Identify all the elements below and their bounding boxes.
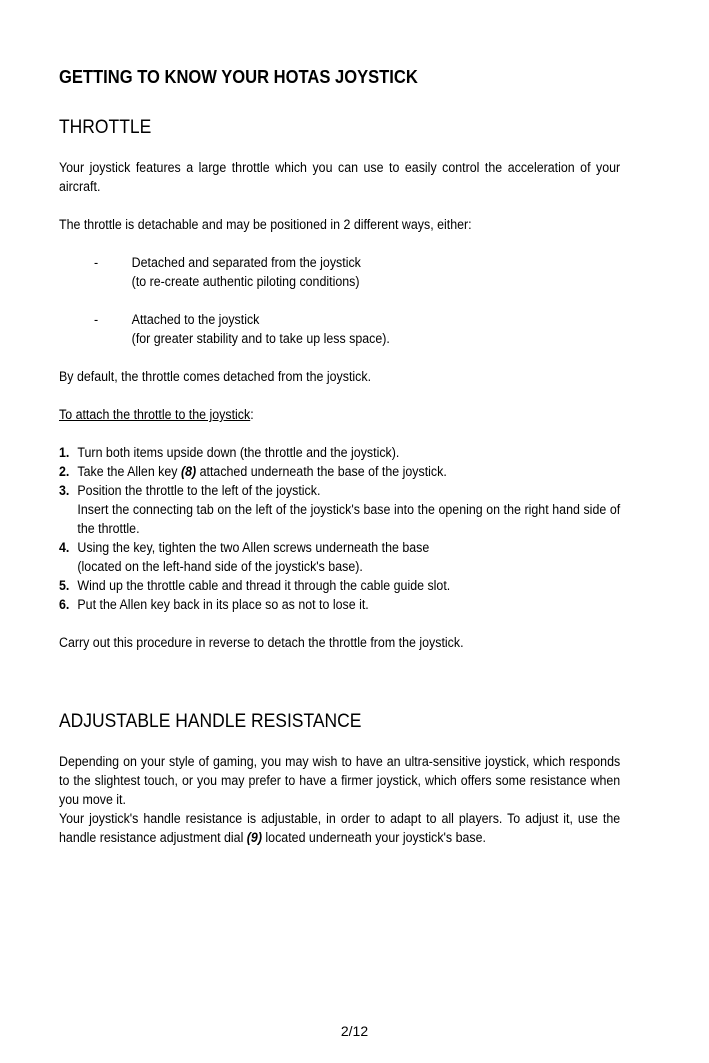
step-number: 6.: [59, 597, 70, 612]
throttle-heading: THROTTLE: [59, 117, 152, 138]
step-text: Turn both items upside down (the throttle and the joystick).: [77, 445, 400, 460]
attach-heading-text: To attach the throttle to the joystick: [59, 407, 251, 422]
list-item: [59, 576, 620, 595]
option-note: (for greater stability and to take up less space).: [131, 331, 390, 346]
step-line: Using the key, tighten the two Allen screws underneath the base: [77, 540, 430, 555]
resistance-paragraph-2: [59, 809, 620, 847]
document-content: [59, 66, 620, 847]
allen-key-ref: (8): [180, 464, 197, 479]
step-line: (located on the left-hand side of the joystick's base).: [77, 559, 363, 574]
step-line: Insert the connecting tab on the left of the joystick's base into the opening on the right hand side of the throttle.: [77, 502, 621, 536]
bullet-dash: -: [93, 255, 99, 270]
step-text: Put the Allen key back in its place so as not to lose it.: [77, 597, 369, 612]
option-attached: [94, 310, 620, 348]
step-number: 4.: [59, 540, 70, 555]
list-item: [59, 462, 620, 481]
resistance-text-post: located underneath your joystick's base.: [261, 830, 486, 845]
list-item: [59, 481, 620, 538]
throttle-intro: Your joystick features a large throttle which you can use to easily control the acceleration of your aircraft.: [59, 160, 621, 194]
step-text-pre: Take the Allen key: [77, 464, 181, 479]
bullet-dash: -: [93, 312, 99, 327]
resistance-paragraph: Depending on your style of gaming, you may wish to have an ultra-sensitive joystick, which responds to the slightest touch, or you may prefer to have a firmer joystick, which offers some resistance when you move it.: [59, 754, 621, 807]
list-item: [59, 443, 620, 462]
resistance-text-pre: Your joystick's handle resistance is adjustable, in order to adapt to all players. To adjust it, use the handle resistance adjustment dial: [59, 811, 621, 845]
list-item: [59, 538, 620, 576]
step-number: 5.: [59, 578, 70, 593]
attach-heading: [59, 405, 620, 424]
page-number: 2/12: [340, 1023, 369, 1039]
list-item: [59, 595, 620, 614]
option-line: Attached to the joystick: [131, 312, 260, 327]
step-text: [77, 538, 620, 576]
default-note: By default, the throttle comes detached from the joystick.: [59, 369, 372, 384]
step-number: 2.: [59, 464, 70, 479]
step-text: [77, 481, 620, 538]
dial-ref: (9): [246, 830, 262, 845]
step-number: 3.: [59, 483, 70, 498]
step-text: Wind up the throttle cable and thread it through the cable guide slot.: [77, 578, 451, 593]
document-title: GETTING TO KNOW YOUR HOTAS JOYSTICK: [59, 67, 418, 87]
attach-heading-colon: :: [250, 407, 254, 422]
option-detached: [94, 253, 620, 291]
option-line: Detached and separated from the joystick: [131, 255, 361, 270]
attach-steps-list: [59, 443, 620, 614]
step-line: Position the throttle to the left of the joystick.: [77, 483, 321, 498]
throttle-ways-intro: The throttle is detachable and may be positioned in 2 different ways, either:: [59, 217, 472, 232]
reverse-note: Carry out this procedure in reverse to detach the throttle from the joystick.: [59, 635, 464, 650]
resistance-heading: ADJUSTABLE HANDLE RESISTANCE: [59, 711, 362, 732]
step-text-post: attached underneath the base of the joystick.: [196, 464, 447, 479]
option-note: (to re-create authentic piloting conditions): [131, 274, 360, 289]
step-text: [77, 462, 620, 481]
step-number: 1.: [59, 445, 70, 460]
